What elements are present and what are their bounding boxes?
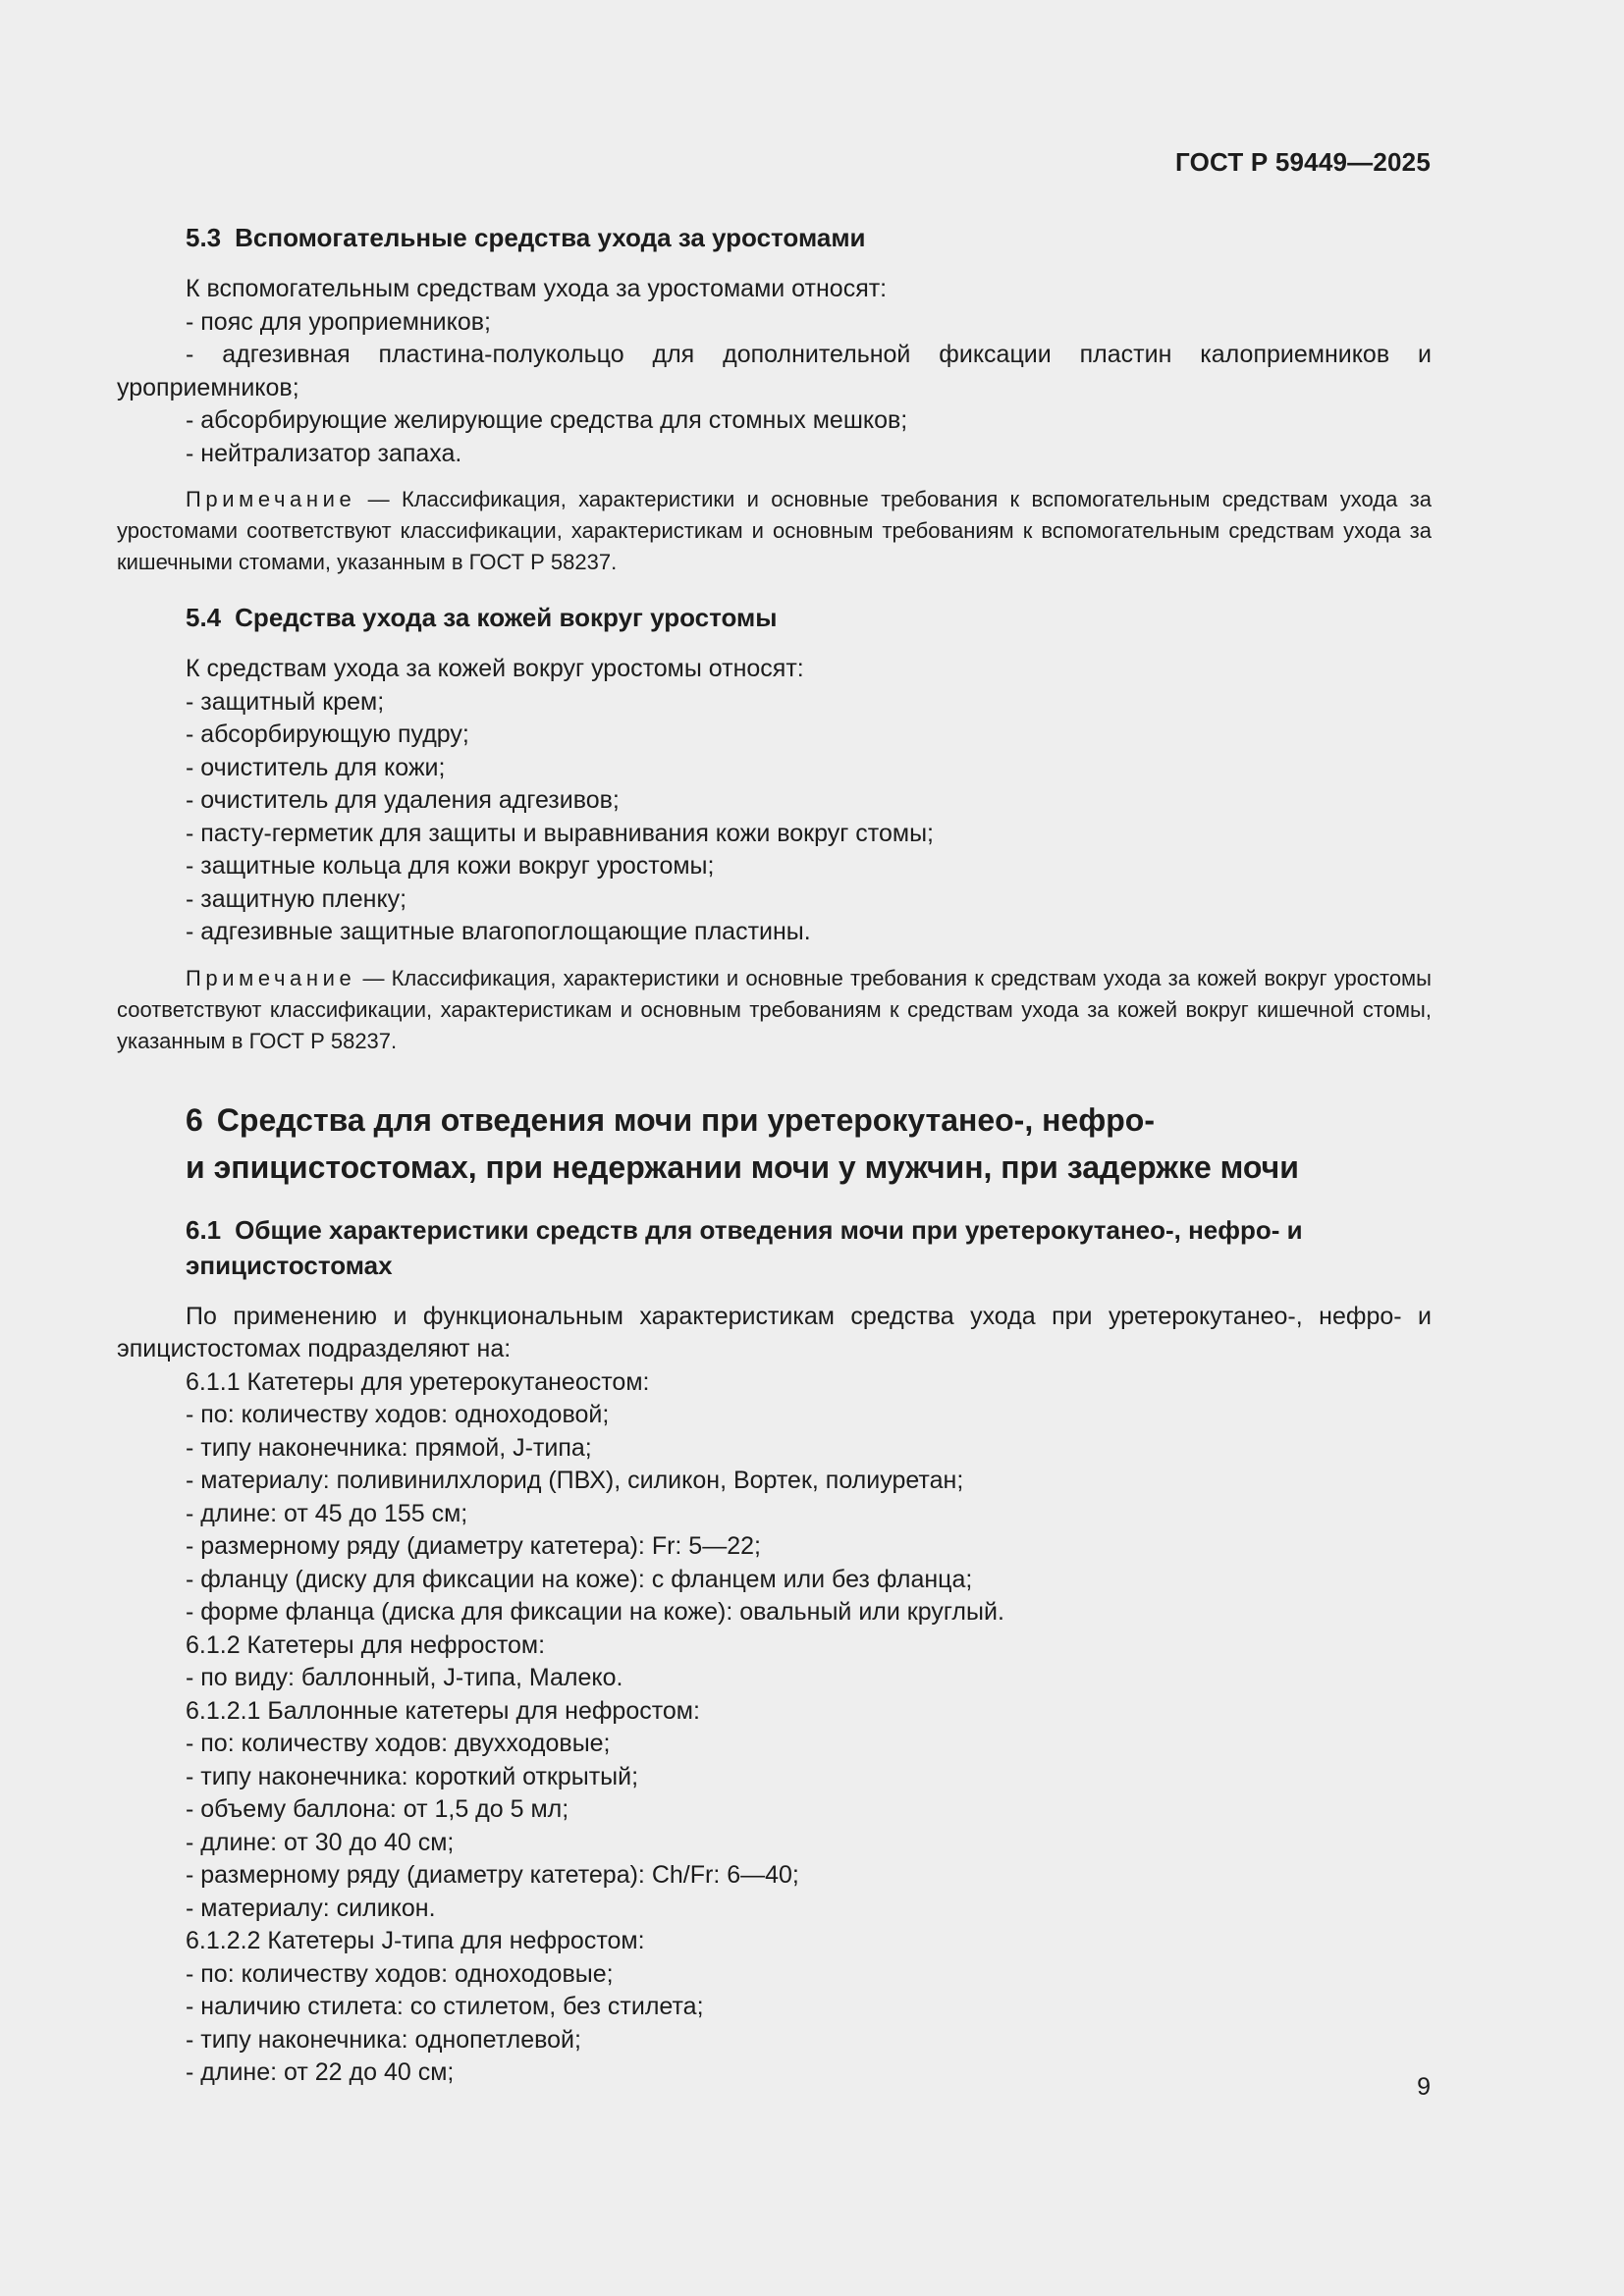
list-item: - очиститель для кожи; [186, 753, 446, 781]
list-item: - объему баллона: от 1,5 до 5 мл; [186, 1795, 569, 1823]
list-item: 6.1.2.2 Катетеры J-типа для нефростом: [186, 1927, 645, 1954]
section-intro: К средствам ухода за кожей вокруг уростомы относят: [186, 655, 804, 682]
section-title: Вспомогательные средства ухода за уростомами [235, 223, 866, 252]
list-item: - очиститель для удаления адгезивов; [186, 786, 620, 814]
document-id-header: ГОСТ Р 59449—2025 [1175, 147, 1431, 177]
note-label: Примечание [186, 487, 356, 511]
page-content [117, 220, 1432, 2090]
list-item: - типу наконечника: короткий открытый; [186, 1762, 639, 1790]
list-item: - длине: от 30 до 40 см; [186, 1828, 455, 1856]
section-intro: По применению и функциональным характеристикам средства ухода при уретерокутанео-, нефро- и эпицистостомах подразделяют на: [117, 1302, 1432, 1362]
section-number: 6.1 [186, 1214, 222, 1245]
section-heading-5-3 [117, 220, 1432, 255]
page-number: 9 [1417, 2073, 1431, 2101]
list-item: - длине: от 22 до 40 см; [186, 2058, 455, 2086]
list-item: - по: количеству ходов: двухходовые; [186, 1730, 611, 1757]
list-item: - материалу: силикон. [186, 1894, 436, 1922]
list-item: - по виду: баллонный, J-типа, Малеко. [186, 1664, 623, 1691]
chapter-title-line-1: Средства для отведения мочи при уретерокутанео-, нефро- [216, 1101, 1155, 1138]
note-text: — Классификация, характеристики и основные требования к вспомогательным средствам ухода за уростомами соответствуют классификации, характеристикам и основным требованиям к вспомогательным средствам ухода за кишечными стомами, указанным в ГОСТ Р 58237. [117, 487, 1432, 574]
list-item: - типу наконечника: однопетлевой; [186, 2025, 581, 2054]
list-item: - по: количеству ходов: одноходовые; [186, 1959, 614, 1988]
chapter-title-line-2: и эпицистостомах, при недержании мочи у мужчин, при задержке мочи [186, 1148, 1299, 1185]
section-heading-5-4 [117, 600, 1432, 635]
section-heading-6-1 [117, 1212, 1432, 1283]
section-number: 5.3 [186, 223, 222, 252]
section-title-line-2: эпицистостомах [186, 1250, 393, 1280]
list-item: 6.1.1 Катетеры для уретерокутанеостом: [186, 1367, 650, 1396]
list-item: - длине: от 45 до 155 см; [186, 1499, 468, 1527]
list-item: - абсорбирующие желирующие средства для стомных мешков; [186, 406, 908, 434]
note-text: — Классификация, характеристики и основные требования к средствам ухода за кожей вокруг уростомы соответствуют классификации, характеристикам и основным требованиям к средствам ухода за кожей вокруг кишечной стомы, указанным в ГОСТ Р 58237. [117, 965, 1432, 1053]
list-item: - наличию стилета: со стилетом, без стилета; [186, 1993, 704, 2020]
section-number: 5.4 [186, 603, 222, 632]
section-title: Средства ухода за кожей вокруг уростомы [235, 603, 778, 632]
note [117, 484, 1432, 578]
list-item: - защитные кольца для кожи вокруг уростомы; [186, 852, 715, 880]
list-item: - размерному ряду (диаметру катетера): Ch/Fr: 6—40; [186, 1861, 799, 1889]
note-label: Примечание [186, 965, 356, 990]
chapter-number: 6 [186, 1101, 203, 1138]
list-item: - пасту-герметик для защиты и выравнивания кожи вокруг стомы; [186, 819, 934, 847]
section-intro: К вспомогательным средствам ухода за уростомами относят: [186, 275, 888, 302]
list-item: - фланцу (диску для фиксации на коже): с фланцем или без фланца; [186, 1565, 973, 1593]
list-item: - пояс для уроприемников; [186, 307, 491, 336]
section-title-line-1: Общие характеристики средств для отведения мочи при уретерокутанео-, нефро- и [235, 1214, 1303, 1245]
list-item: - типу наконечника: прямой, J-типа; [186, 1433, 592, 1462]
chapter-heading-6 [117, 1096, 1432, 1191]
list-item: 6.1.2 Катетеры для нефростом: [186, 1630, 546, 1659]
list-item: - размерному ряду (диаметру катетера): Fr: 5—22; [186, 1532, 761, 1560]
list-item: - нейтрализатор запаха. [186, 439, 462, 467]
list-item: - адгезивные защитные влагопоглощающие пластины. [186, 918, 811, 945]
list-item: - абсорбирующую пудру; [186, 721, 469, 748]
list-item: - защитную пленку; [186, 884, 407, 913]
note [117, 963, 1432, 1057]
list-item: - материалу: поливинилхлорид (ПВХ), силикон, Вортек, полиуретан; [186, 1467, 964, 1494]
list-item: - адгезивная пластина-полукольцо для дополнительной фиксации пластин калоприемников и уроприемников; [117, 341, 1432, 401]
list-item: - защитный крем; [186, 687, 385, 716]
list-item: 6.1.2.1 Баллонные катетеры для нефростом: [186, 1696, 700, 1725]
list-item: - форме фланца (диска для фиксации на коже): овальный или круглый. [186, 1598, 1004, 1626]
list-item: - по: количеству ходов: одноходовой; [186, 1401, 610, 1428]
